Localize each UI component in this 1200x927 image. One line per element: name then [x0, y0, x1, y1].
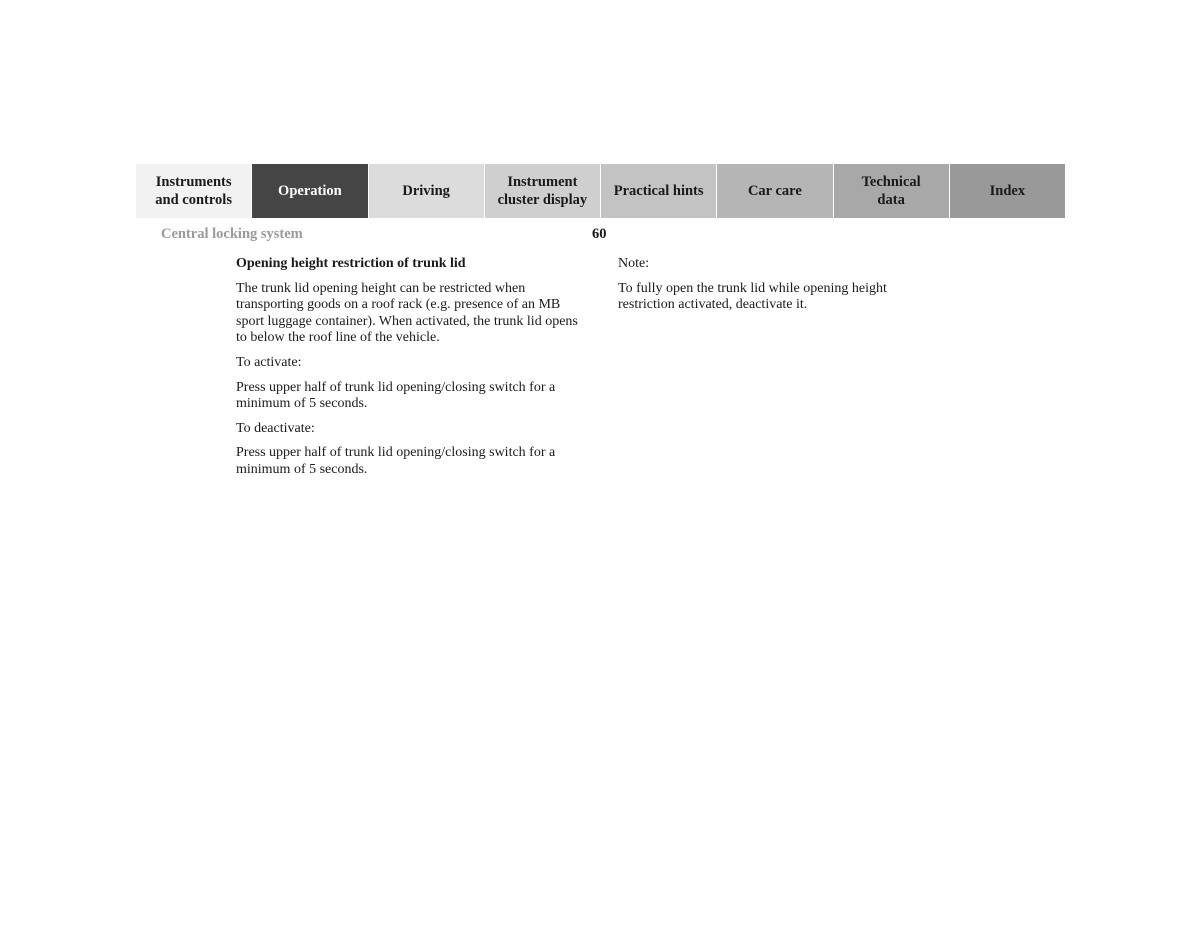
tab-instrument-cluster-display[interactable]: Instrument cluster display	[484, 164, 600, 218]
left-column	[236, 256, 588, 487]
activate-label: To activate:	[236, 354, 302, 370]
deactivate-label: To deactivate:	[236, 420, 315, 436]
tab-car-care[interactable]: Car care	[716, 164, 832, 218]
note-text: To fully open the trunk lid while opening height restriction activated, deactivate it.	[618, 280, 887, 313]
tab-technical-data[interactable]: Technical data	[833, 164, 949, 218]
section-title: Central locking system	[161, 226, 303, 242]
note-label: Note:	[618, 256, 650, 271]
section-heading: Opening height restriction of trunk lid	[236, 256, 466, 271]
right-column	[618, 256, 928, 322]
tab-driving[interactable]: Driving	[368, 164, 484, 218]
deactivate-instructions: Press upper half of trunk lid opening/closing switch for a minimum of 5 seconds.	[236, 445, 556, 477]
tab-instruments-and-controls[interactable]: Instruments and controls	[136, 164, 251, 218]
page-number: 60	[592, 226, 607, 242]
tab-index[interactable]: Index	[949, 164, 1065, 218]
section-tabs	[136, 164, 1065, 218]
intro-paragraph: The trunk lid opening height can be restricted when transporting goods on a roof rack (e.g. presence of an MB sport luggage container). When activated, the trunk lid opens to below the roof line of the vehicle.	[236, 280, 578, 346]
activate-instructions: Press upper half of trunk lid opening/closing switch for a minimum of 5 seconds.	[236, 379, 556, 412]
tab-practical-hints[interactable]: Practical hints	[600, 164, 716, 218]
tab-operation[interactable]: Operation	[251, 164, 367, 218]
